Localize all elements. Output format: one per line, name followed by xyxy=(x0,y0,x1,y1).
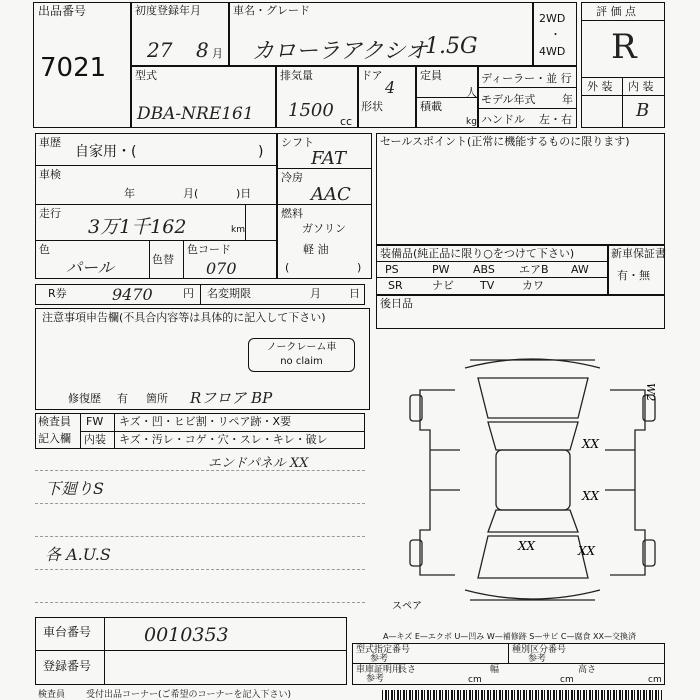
mark-w2: W2 xyxy=(644,383,657,402)
color-code: 070 xyxy=(206,259,237,278)
fuel-diesel: 軽 油 xyxy=(303,243,329,256)
chassis-number: 0010353 xyxy=(144,624,229,646)
repair-label: 修復歴 xyxy=(68,392,101,405)
model-value: DBA-NRE161 xyxy=(137,104,254,124)
inspection-year: 年 xyxy=(124,187,135,200)
interior-entry-label: 内装 xyxy=(84,433,106,446)
score-value: R xyxy=(611,27,637,67)
repair-location: Rフロア BP xyxy=(190,389,273,407)
dims-label: 車庫証明用 xyxy=(356,665,402,675)
width-label: 幅 xyxy=(490,665,500,675)
warranty-label: 新車保証書 xyxy=(611,247,666,260)
model-year-label: モデル年式 xyxy=(481,93,536,106)
car-grade: 1.5G xyxy=(425,34,478,59)
name-change-day: 日 xyxy=(349,287,360,300)
name-change-month: 月 xyxy=(310,287,321,300)
ac-label: 冷房 xyxy=(281,171,303,184)
fuel-paren-open: ( xyxy=(285,261,290,274)
no-claim-stamp xyxy=(248,338,355,372)
roof-outline xyxy=(496,450,570,510)
equip-leather: カワ xyxy=(522,279,544,292)
class-label: 種別区分番号 xyxy=(512,645,567,655)
mark-xx-1: XX xyxy=(582,437,600,451)
color-change-label: 色替 xyxy=(152,253,174,266)
first-reg-year: 27 xyxy=(147,38,173,62)
aftermarket-box xyxy=(376,295,665,329)
fuel-paren-close: ) xyxy=(357,261,362,274)
history-value: 自家用・( xyxy=(75,144,137,160)
damage-legend: A—キズ E—エクボ U—凹み W—補修跡 S—サビ C—腐食 XX—交換済 xyxy=(383,632,637,641)
hand-note-1: エンドパネル XX xyxy=(208,456,309,471)
length-label: 長さ xyxy=(398,665,417,675)
barcode xyxy=(382,690,662,700)
hood-outline xyxy=(478,378,588,418)
length-unit: cm xyxy=(468,675,482,685)
kg-unit: kg xyxy=(466,117,477,127)
mileage-value: 3万1千162 xyxy=(88,216,187,238)
sales-points-label: セールスポイント(正常に機能するものに限ります) xyxy=(380,135,630,148)
entry-label: 記入欄 xyxy=(38,432,71,445)
shift-label: シフト xyxy=(281,136,314,149)
class-ref: 参考 xyxy=(528,654,547,664)
chassis-label: 車台番号 xyxy=(43,625,92,639)
score-label: 評 価 点 xyxy=(596,5,636,18)
fw-label: FW xyxy=(86,415,104,428)
r-ticket-label: R券 xyxy=(48,287,67,300)
car-name: カローラアクシオ xyxy=(252,39,428,64)
no-claim-jp: ノークレーム車 xyxy=(266,342,337,353)
repair-location-label: 箇所 xyxy=(146,392,168,405)
first-reg-label: 初度登録年月 xyxy=(135,4,201,17)
displacement-value: 1500 xyxy=(288,100,334,121)
name-change-label: 名変期限 xyxy=(207,287,251,300)
interior-score: B xyxy=(636,100,650,121)
lot-number: 7021 xyxy=(40,53,107,83)
bottom-inspector-label: 検査員 xyxy=(38,690,66,700)
history-close: ) xyxy=(258,144,264,160)
equip-sr: SR xyxy=(388,279,403,292)
shape-label: 形状 xyxy=(361,100,383,113)
interior-label: 内 装 xyxy=(628,80,654,93)
fuel-label: 燃料 xyxy=(281,207,303,220)
equip-aw: AW xyxy=(571,263,589,276)
inspection-label: 車検 xyxy=(39,168,61,181)
mark-xx-3: XX xyxy=(518,539,536,553)
right-side-outline xyxy=(610,390,645,575)
mark-xx-2: XX xyxy=(582,489,600,503)
first-reg-month: 8 xyxy=(196,38,209,62)
mileage-label: 走行 xyxy=(39,207,61,220)
drive-2wd: 2WD xyxy=(539,12,566,25)
hand-note-2: 下廻りS xyxy=(45,479,104,498)
displacement-label: 排気量 xyxy=(280,69,313,82)
warranty-value: 有・無 xyxy=(617,269,650,282)
ac-value: AAC xyxy=(311,184,351,205)
notice-label: 注意事項申告欄(不具合内容等は具体的に記入して下さい) xyxy=(42,311,326,324)
type-cat-ref: 参考 xyxy=(370,654,389,664)
inspection-day: )日 xyxy=(236,187,252,200)
lot-label: 出品番号 xyxy=(38,4,87,18)
car-damage-diagram xyxy=(392,350,665,620)
shift-value: FAT xyxy=(311,148,346,169)
doors-label: ドア xyxy=(361,69,383,82)
hand-note-3: 各 A.U.S xyxy=(45,545,111,564)
equip-abs: ABS xyxy=(473,263,495,276)
exterior-label: 外 装 xyxy=(587,80,613,93)
height-label: 高さ xyxy=(578,665,597,675)
equip-airbag: エアB xyxy=(519,263,549,276)
car-name-label: 車名・グレード xyxy=(233,4,310,17)
r-ticket-value: 9470 xyxy=(112,285,153,304)
color-value: パール xyxy=(66,258,114,277)
inspector-label: 検査員 xyxy=(38,415,71,428)
inspection-month: 月( xyxy=(183,187,199,200)
rear-bumper-outline xyxy=(465,590,600,599)
spare-label: スペア xyxy=(392,601,422,612)
color-label: 色 xyxy=(39,243,50,256)
registration-label: 登録番号 xyxy=(43,659,92,673)
sales-points-box xyxy=(376,133,665,245)
equip-pw: PW xyxy=(432,263,450,276)
left-side-outline xyxy=(420,390,455,575)
history-label: 車歴 xyxy=(39,136,61,149)
equipment-label: 装備品(純正品に限り○をつけて下さい) xyxy=(380,247,575,260)
type-cat-label: 型式指定番号 xyxy=(356,645,411,655)
interior-items: キズ・汚レ・コゲ・穴・スレ・キレ・破レ xyxy=(119,433,328,446)
yen-unit: 円 xyxy=(183,287,194,300)
mark-xx-4: XX xyxy=(578,544,596,558)
equip-ps: PS xyxy=(385,263,399,276)
equip-navi: ナビ xyxy=(432,279,454,292)
dims-ref: 参考 xyxy=(366,674,385,684)
load-label: 積載 xyxy=(420,100,442,113)
fw-items: キズ・凹・ヒビ割・リペア跡・X要 xyxy=(119,415,292,428)
bottom-corner-label: 受付出品コーナー(ご希望のコーナーを記入下さい) xyxy=(86,690,292,700)
cc-unit: cc xyxy=(340,115,353,128)
aftermarket-label: 後日品 xyxy=(380,297,413,310)
handle-label: ハンドル xyxy=(481,113,525,126)
repair-mark: 有 xyxy=(117,392,128,405)
model-label: 型式 xyxy=(135,69,157,82)
no-claim-en: no claim xyxy=(280,356,323,367)
person-unit: 人 xyxy=(466,86,477,99)
capacity-label: 定員 xyxy=(420,69,442,82)
model-year-unit: 年 xyxy=(562,93,573,106)
fuel-gas: ガソリン xyxy=(302,222,346,235)
drive-dot: ・ xyxy=(550,28,561,41)
doors-value: 4 xyxy=(385,78,396,97)
first-reg-month-unit: 月 xyxy=(212,47,223,60)
height-unit: cm xyxy=(648,675,662,685)
drive-4wd: 4WD xyxy=(539,45,566,58)
cabin-outline xyxy=(488,422,578,450)
km-unit: km xyxy=(231,225,245,235)
width-unit: cm xyxy=(560,675,574,685)
dealer-label: ディーラー・並 行 xyxy=(481,72,572,85)
equip-tv: TV xyxy=(480,279,495,292)
color-code-label: 色コード xyxy=(187,243,231,256)
handle-lr: 左・右 xyxy=(539,113,572,126)
